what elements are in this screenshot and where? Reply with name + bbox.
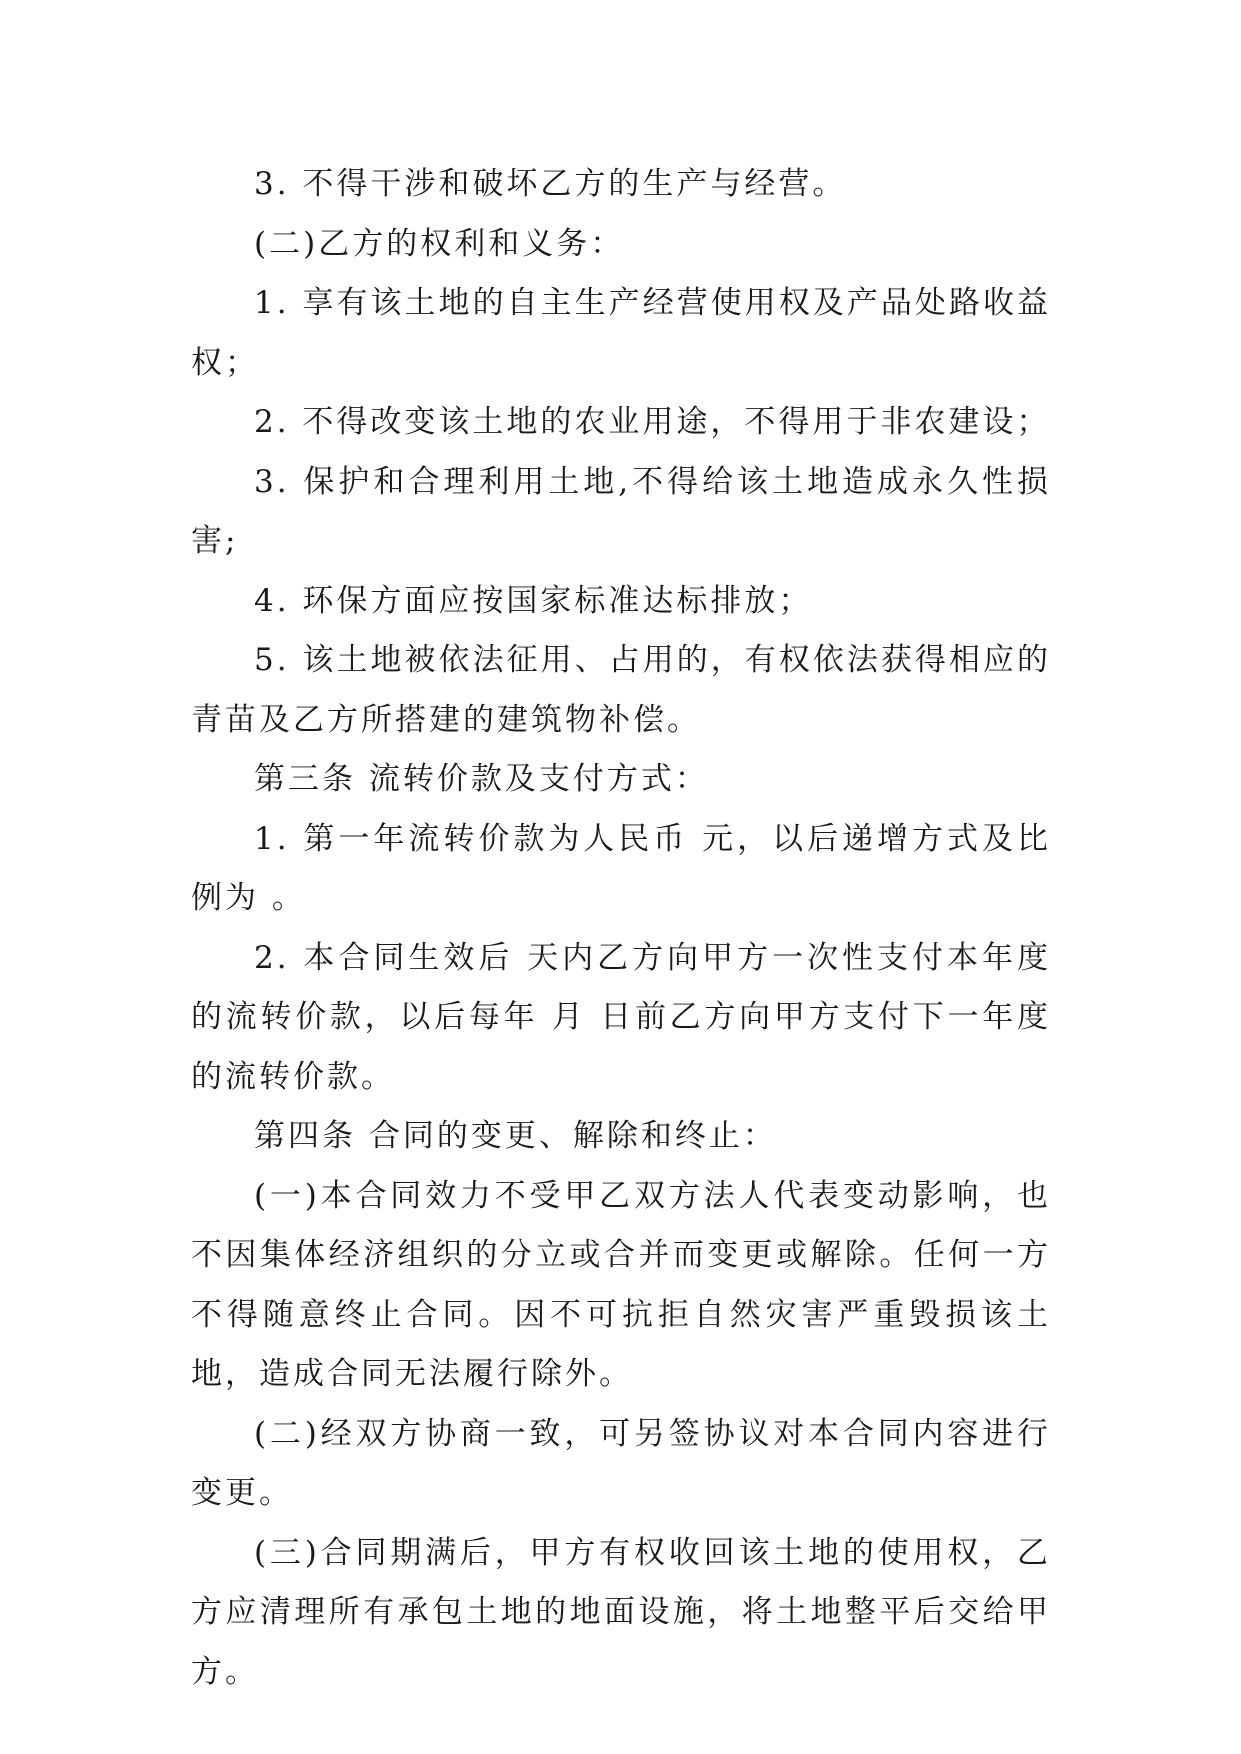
article-4-heading: 第四条 合同的变更、解除和终止： [254, 1118, 777, 1154]
paragraph-termination-2: (二)经双方协商一致，可另签协议对本合同内容进行变更。 [191, 1415, 1051, 1511]
paragraph-termination-3: (三)合同期满后，甲方有权收回该土地的使用权，乙方应清理所有承包土地的地面设施，将土地整平后交给甲方。 [191, 1534, 1051, 1690]
document-page [191, 155, 1051, 1702]
paragraph-party-b-item-4: 4. 环保方面应按国家标准达标排放； [254, 582, 813, 619]
paragraph-party-b-item-1: 1. 享有该土地的自主生产经营使用权及产品处路收益权； [191, 285, 1051, 381]
paragraph-payment-item-1: 1. 第一年流转价款为人民币 元，以后递增方式及比例为 。 [191, 820, 1051, 916]
paragraph-party-b-item-2: 2. 不得改变该土地的农业用途，不得用于非农建设； [254, 404, 1051, 440]
paragraph-party-b-item-3: 3. 保护和合理利用土地,不得给该土地造成永久性损害; [191, 463, 1051, 559]
article-3-heading: 第三条 流转价款及支付方式： [254, 761, 709, 797]
paragraph-clause-3: 3. 不得干涉和破坏乙方的生产与经营。 [254, 166, 847, 202]
paragraph-payment-item-2: 2. 本合同生效后 天内乙方向甲方一次性支付本年度的流转价款，以后每年 月 日前乙方向甲方支付下一年度的流转价款。 [191, 939, 1051, 1095]
paragraph-party-b-item-5: 5. 该土地被依法征用、占用的，有权依法获得相应的青苗及乙方所搭建的建筑物补偿。 [191, 642, 1051, 738]
paragraph-termination-1: (一)本合同效力不受甲乙双方法人代表变动影响，也不因集体经济组织的分立或合并而变更或解除。任何一方不得随意终止合同。因不可抗拒自然灾害严重毁损该土地，造成合同无法履行除外。 [191, 1177, 1051, 1392]
paragraph-party-b-heading: (二)乙方的权利和义务： [254, 225, 625, 262]
